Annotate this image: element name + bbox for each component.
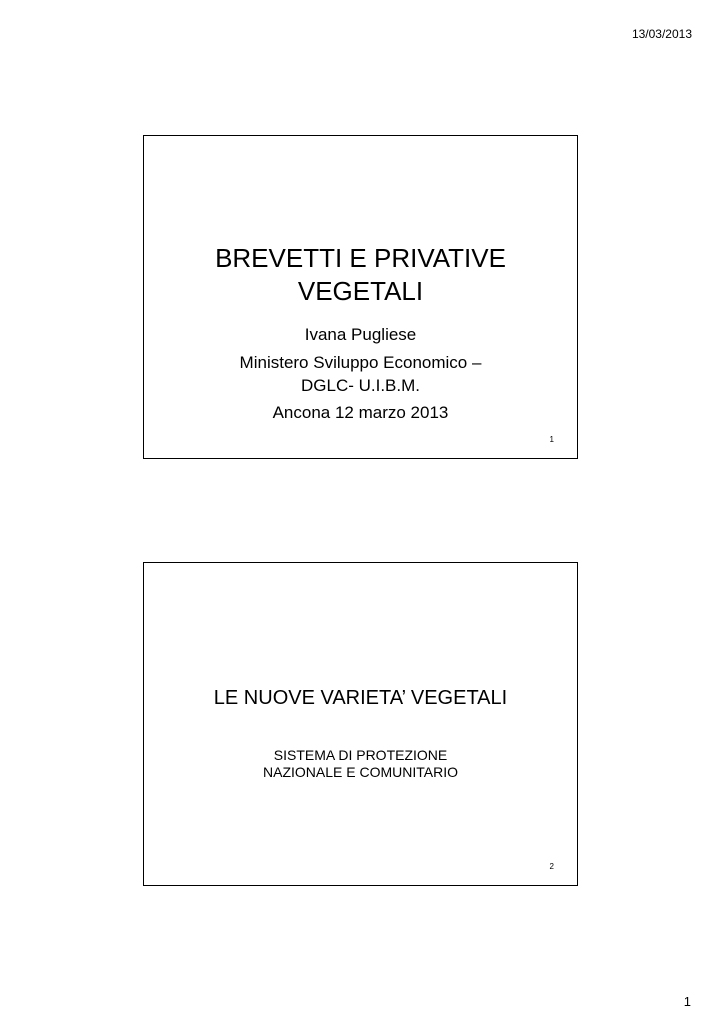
slide-2 [143,562,578,886]
slide-2-title: LE NUOVE VARIETA’ VEGETALI [213,687,508,709]
slide-1-title [144,242,577,308]
affiliation-line: Ministero Sviluppo Economico – [239,353,482,372]
slide-1-subtitle [144,321,577,426]
slide-1-title-line: VEGETALI [297,276,424,306]
affiliation-line: DGLC- U.I.B.M. [300,376,420,395]
page-number: 1 [683,994,691,1009]
event-date-line: Ancona 12 marzo 2013 [272,403,449,422]
slide-2-subtitle [144,747,577,781]
slide-1 [143,135,578,459]
slide-1-title-line: BREVETTI E PRIVATIVE [215,243,506,273]
slide-2-subtitle-line: SISTEMA DI PROTEZIONE [273,747,448,763]
slide-number: 1 [549,435,554,444]
author-name: Ivana Pugliese [304,325,417,344]
slide-2-subtitle-line: NAZIONALE E COMUNITARIO [263,764,458,780]
header-date: 13/03/2013 [631,27,692,41]
slide-number: 2 [549,862,554,871]
